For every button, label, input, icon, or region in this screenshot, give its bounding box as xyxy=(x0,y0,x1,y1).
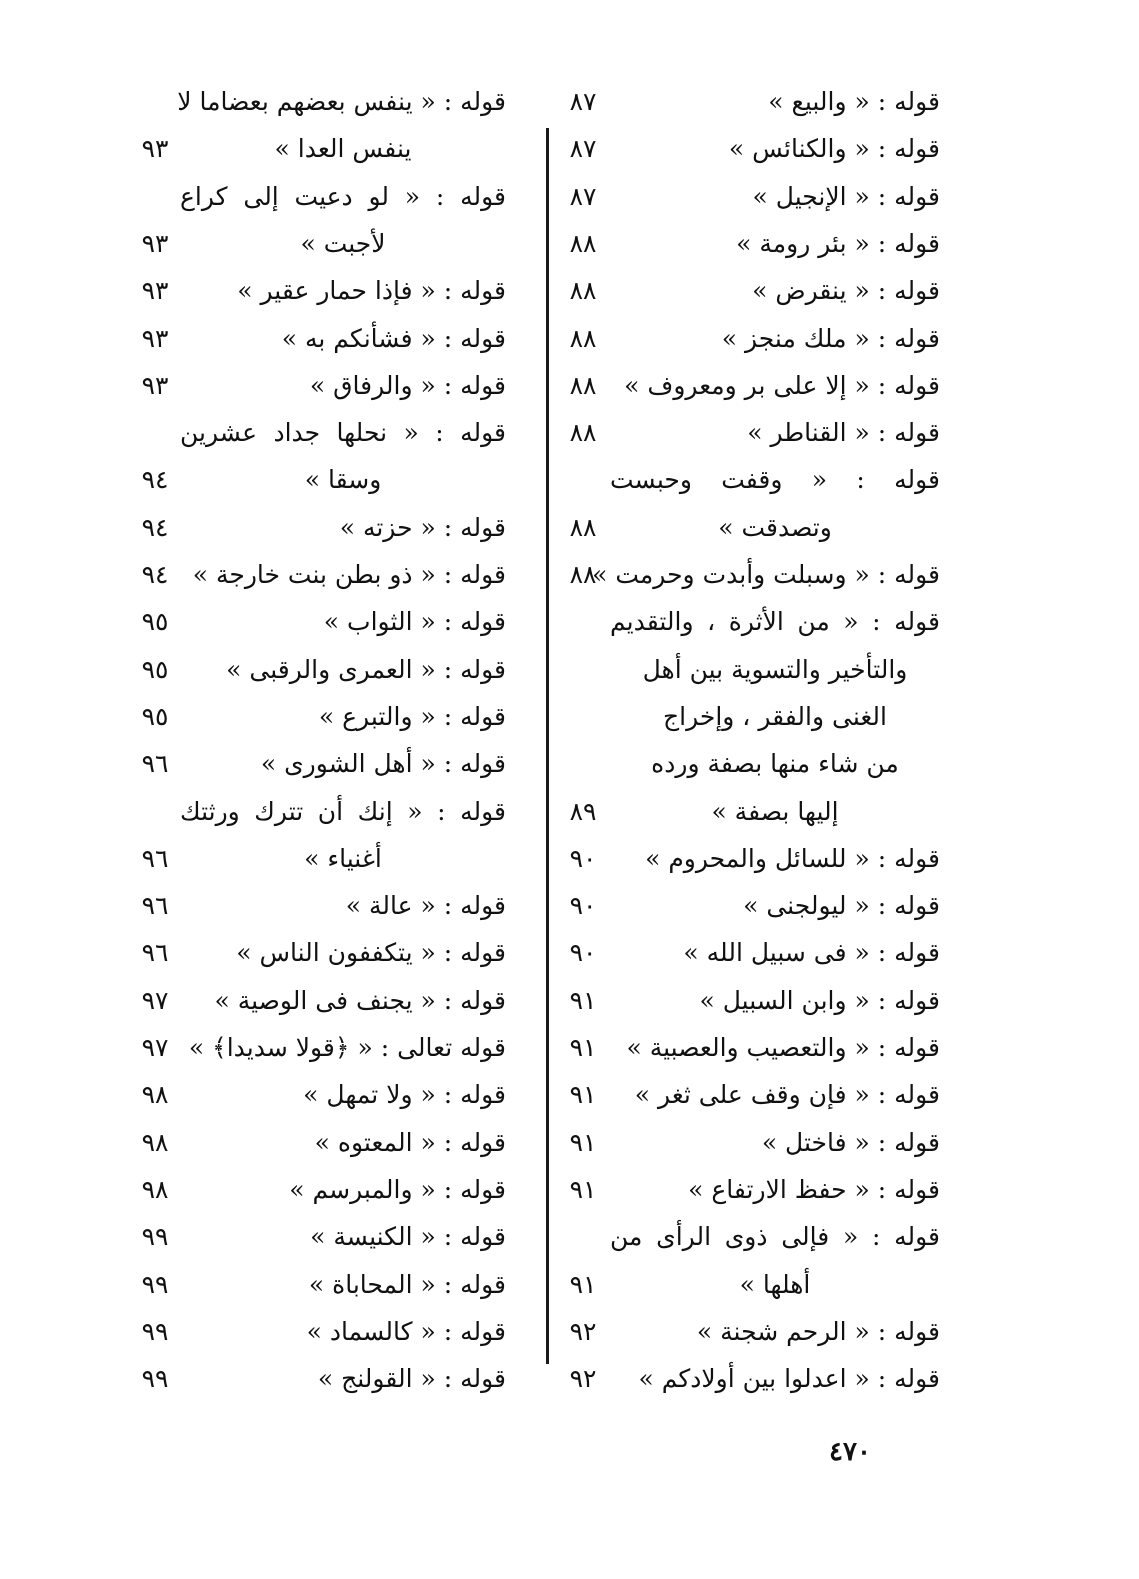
entry-page-number: ٩٩ xyxy=(141,1364,169,1394)
index-entry xyxy=(180,1024,506,1072)
entry-text: أغنياء » xyxy=(304,843,382,873)
entry-page-number: ٩١ xyxy=(569,1033,597,1062)
entry-text: قوله : « والرفاق » xyxy=(309,370,506,400)
entry-page-number: ٩٩ xyxy=(141,1222,169,1252)
entry-page-number: ٨٧ xyxy=(569,181,597,211)
index-entry xyxy=(610,1261,940,1309)
index-entry xyxy=(592,551,940,599)
entry-text: قوله : « عالة » xyxy=(345,891,506,921)
index-entry xyxy=(180,740,506,788)
index-entry xyxy=(610,929,940,977)
entry-page-number: ٨٨ xyxy=(569,560,597,589)
index-entry xyxy=(180,646,506,694)
entry-text: قوله : « المحاباة » xyxy=(308,1269,506,1299)
entry-page-number: ٩٧ xyxy=(141,985,169,1015)
entry-text: قوله : « أهل الشورى » xyxy=(260,749,506,779)
entry-page-number: ٩١ xyxy=(569,1080,597,1110)
index-entry xyxy=(610,740,940,788)
entry-text: قوله : « وسبلت وأبدت وحرمت » xyxy=(592,560,940,589)
entry-page-number: ٩٨ xyxy=(141,1127,169,1157)
entry-page-number: ٩٨ xyxy=(141,1080,169,1110)
entry-text: قوله : « الرحم شجنة » xyxy=(696,1316,940,1346)
entry-text: قوله : « والبيع » xyxy=(768,87,940,116)
entry-page-number: ٩٨ xyxy=(141,1174,169,1204)
entry-text: قوله : « ملك منجز » xyxy=(721,323,940,353)
entry-text: قوله : « وقفت وحبست xyxy=(610,465,940,495)
entry-text: وسقا » xyxy=(304,465,382,495)
index-entry xyxy=(610,1355,940,1403)
entry-page-number: ٩٧ xyxy=(141,1033,169,1062)
entry-text: لأجبت » xyxy=(300,228,386,258)
entry-page-number: ٨٩ xyxy=(569,796,597,826)
entry-page-number: ٨٨ xyxy=(569,418,597,448)
entry-text: قوله تعالى : « ﴿قولا سديدا﴾ » xyxy=(188,1033,506,1062)
index-entry xyxy=(610,646,940,694)
entry-page-number: ٩٥ xyxy=(141,654,169,684)
entry-page-number: ٨٧ xyxy=(569,87,597,116)
index-entry xyxy=(180,551,506,599)
index-entry xyxy=(180,220,506,268)
entry-page-number: ٩١ xyxy=(569,1127,597,1157)
index-entry xyxy=(180,693,506,741)
index-entry xyxy=(180,598,506,646)
index-entry xyxy=(180,173,506,221)
entry-text: قوله : « نحلها جداد عشرين xyxy=(180,418,506,448)
index-entry xyxy=(180,1119,506,1167)
entry-page-number: ٩٢ xyxy=(569,1364,597,1394)
entry-text: قوله : « وابن السبيل » xyxy=(699,985,940,1015)
entry-text: قوله : « فى سبيل الله » xyxy=(683,938,940,968)
entry-page-number: ٨٨ xyxy=(569,276,597,306)
entry-text: قوله : « ينقرض » xyxy=(752,276,940,306)
index-entry xyxy=(180,456,506,504)
index-entry xyxy=(610,362,940,410)
entry-page-number: ٩٤ xyxy=(141,512,169,542)
index-entry xyxy=(180,1308,506,1356)
entry-text: والتأخير والتسوية بين أهل xyxy=(642,654,908,684)
index-entry xyxy=(610,835,940,883)
entry-page-number: ٩١ xyxy=(569,985,597,1015)
index-entry xyxy=(180,835,506,883)
entry-page-number: ٩٥ xyxy=(141,607,169,637)
entry-page-number: ٩٢ xyxy=(569,1316,597,1346)
index-entry xyxy=(610,788,940,836)
entry-page-number: ٩٠ xyxy=(569,938,597,968)
entry-text: قوله : « والكنائس » xyxy=(728,134,940,164)
index-entry xyxy=(610,882,940,930)
index-entry xyxy=(180,315,506,363)
entry-text: أهلها » xyxy=(739,1269,811,1299)
entry-page-number: ٩٩ xyxy=(141,1316,169,1346)
index-entry xyxy=(177,78,506,126)
entry-page-number: ٨٨ xyxy=(569,228,597,258)
entry-text: قوله : « ولا تمهل » xyxy=(303,1080,506,1110)
entry-text: قوله : « العمرى والرقبى » xyxy=(226,654,506,684)
entry-page-number: ٨٨ xyxy=(569,323,597,353)
entry-text: قوله : « ليولجنى » xyxy=(743,891,940,921)
entry-page-number: ٩٣ xyxy=(141,370,169,400)
entry-page-number: ٩٥ xyxy=(141,701,169,731)
index-entry xyxy=(610,598,940,646)
index-entry xyxy=(180,267,506,315)
column-divider xyxy=(546,128,549,1364)
entry-page-number: ٩٠ xyxy=(569,843,597,873)
entry-text: قوله : « الإنجيل » xyxy=(752,181,940,211)
index-entry xyxy=(610,977,940,1025)
entry-text: إليها بصفة » xyxy=(711,796,839,826)
entry-page-number: ٩١ xyxy=(569,1269,597,1299)
index-entry xyxy=(610,1024,940,1072)
index-entry xyxy=(180,362,506,410)
entry-page-number: ٩١ xyxy=(569,1174,597,1204)
index-entry xyxy=(180,1071,506,1119)
entry-text: قوله : « حزته » xyxy=(339,512,506,542)
index-entry xyxy=(610,78,940,126)
entry-text: قوله : « فاختل » xyxy=(761,1127,940,1157)
index-entry xyxy=(180,1213,506,1261)
entry-text: قوله : « من الأثرة ، والتقديم xyxy=(610,607,940,637)
index-entry xyxy=(610,1166,940,1214)
entry-page-number: ٩٦ xyxy=(141,749,169,779)
entry-page-number: ٩٠ xyxy=(569,891,597,921)
index-entry xyxy=(610,1213,940,1261)
page-number: ٤٧٠ xyxy=(829,1437,871,1467)
index-entry xyxy=(610,693,940,741)
index-entry xyxy=(180,788,506,836)
entry-text: قوله : « الثواب » xyxy=(323,607,506,637)
entry-text: قوله : « ينفس بعضهم بعضاما لا xyxy=(177,87,506,116)
entry-text: قوله : « اعدلوا بين أولادكم » xyxy=(638,1364,940,1394)
index-entry xyxy=(180,1261,506,1309)
entry-text: قوله : « القولنج » xyxy=(317,1364,506,1394)
entry-text: قوله : « والمبرسم » xyxy=(289,1174,506,1204)
entry-text: قوله : « الكنيسة » xyxy=(310,1222,506,1252)
index-entry xyxy=(180,504,506,552)
entry-text: قوله : « فإذا حمار عقير » xyxy=(237,276,506,306)
entry-page-number: ٩٣ xyxy=(141,134,169,164)
entry-text: قوله : « يتكففون الناس » xyxy=(236,938,506,968)
index-entry xyxy=(180,929,506,977)
entry-page-number: ٨٨ xyxy=(569,512,597,542)
entry-page-number: ٩٦ xyxy=(141,843,169,873)
index-entry xyxy=(610,220,940,268)
entry-text: قوله : « للسائل والمحروم » xyxy=(645,843,940,873)
index-entry xyxy=(180,125,506,173)
entry-text: قوله : « فإن وقف على ثغر » xyxy=(634,1080,940,1110)
index-entry xyxy=(610,173,940,221)
entry-page-number: ٩٣ xyxy=(141,228,169,258)
index-entry xyxy=(610,1119,940,1167)
index-entry xyxy=(180,882,506,930)
entry-text: الغنى والفقر ، وإخراج xyxy=(663,701,887,731)
index-entry xyxy=(610,267,940,315)
entry-text: قوله : « لو دعيت إلى كراع xyxy=(180,181,506,211)
entry-page-number: ٩٩ xyxy=(141,1269,169,1299)
index-entry xyxy=(610,1071,940,1119)
entry-text: قوله : « ذو بطن بنت خارجة » xyxy=(192,560,506,589)
entry-text: قوله : « حفظ الارتفاع » xyxy=(688,1174,940,1204)
entry-text: من شاء منها بصفة ورده xyxy=(651,749,899,779)
entry-page-number: ٩٣ xyxy=(141,323,169,353)
entry-page-number: ٩٦ xyxy=(141,891,169,921)
entry-text: قوله : « والتبرع » xyxy=(318,701,506,731)
entry-text: قوله : « كالسماد » xyxy=(306,1316,506,1346)
entry-text: قوله : « إنك أن تترك ورثتك xyxy=(180,796,506,826)
entry-page-number: ٩٤ xyxy=(141,560,169,589)
entry-text: قوله : « المعتوه » xyxy=(314,1127,506,1157)
entry-page-number: ٩٤ xyxy=(141,465,169,495)
index-entry xyxy=(180,1166,506,1214)
entry-text: قوله : « يجنف فى الوصية » xyxy=(214,985,506,1015)
entry-page-number: ٩٦ xyxy=(141,938,169,968)
index-entry xyxy=(610,409,940,457)
entry-text: ينفس العدا » xyxy=(274,134,412,164)
index-entry xyxy=(610,504,940,552)
entry-text: قوله : « والتعصيب والعصبية » xyxy=(626,1033,940,1062)
entry-text: قوله : « القناطر » xyxy=(747,418,940,448)
entry-text: قوله : « فشأنكم به » xyxy=(281,323,506,353)
entry-text: قوله : « إلا على بر ومعروف » xyxy=(624,370,940,400)
index-entry xyxy=(610,456,940,504)
entry-page-number: ٨٨ xyxy=(569,370,597,400)
index-entry xyxy=(610,125,940,173)
entry-text: قوله : « فإلى ذوى الرأى من xyxy=(610,1222,940,1252)
index-entry xyxy=(180,409,506,457)
entry-page-number: ٨٧ xyxy=(569,134,597,164)
index-entry xyxy=(610,315,940,363)
index-entry xyxy=(180,1355,506,1403)
entry-text: وتصدقت » xyxy=(718,512,832,542)
entry-text: قوله : « بئر رومة » xyxy=(736,228,940,258)
entry-page-number: ٩٣ xyxy=(141,276,169,306)
index-entry xyxy=(180,977,506,1025)
index-entry xyxy=(610,1308,940,1356)
